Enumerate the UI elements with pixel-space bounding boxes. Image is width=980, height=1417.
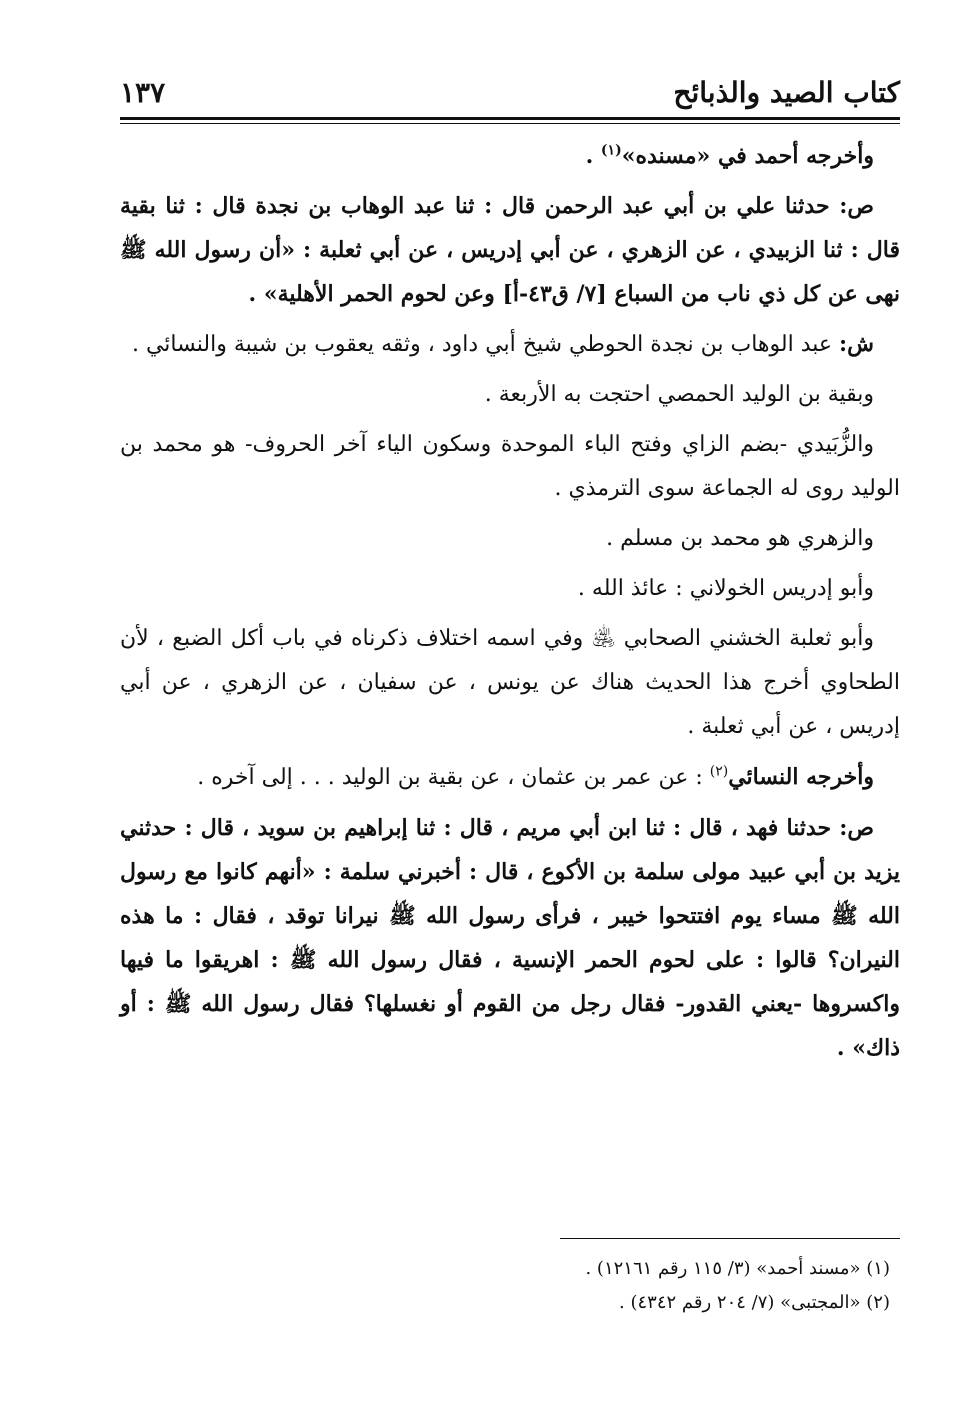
footnotes (120, 1252, 900, 1320)
paragraph (120, 373, 900, 417)
footnote: (١) «مسند أحمد» (٣/ ١١٥ رقم ١٢١٦١) . (585, 1258, 890, 1279)
paragraph-label: ص: (839, 815, 874, 841)
footnote-reference[interactable]: (١) (600, 142, 622, 159)
paragraph-label: ش: (839, 331, 874, 357)
paragraph-text: حدثنا علي بن أبي عبد الرحمن قال : ثنا عبد الوهاب بن نجدة قال : ثنا بقية قال : ثنا الزبيدي ، عن الزهري ، عن أبي إدريس ، عن أبي ثعلبة : «أن رسول الله ﷺ نهى عن كل ذي ناب من السباع [٧/ ق٤٣-أ] وعن لحوم الحمر الأهلية» . (120, 193, 900, 307)
paragraph-tail: . (585, 143, 601, 169)
paragraph (120, 617, 900, 749)
paragraph-text: والزُّبَيدي -بضم الزاي وفتح الباء الموحدة وسكون الياء آخر الحروف- هو محمد بن الوليد روى له الجماعة سوى الترمذي . (120, 432, 900, 501)
paragraph-text: والزهري هو محمد بن مسلم . (606, 526, 874, 551)
footnote-reference[interactable]: (٢) (709, 763, 729, 780)
paragraph-label: وأخرجه النسائي (728, 764, 874, 790)
paragraph-label: ص: (839, 193, 874, 219)
paragraph-text: وأبو ثعلبة الخشني الصحابي ﵁ وفي اسمه اختلاف ذكرناه في باب أكل الضبع ، لأن الطحاوي أخرج هذا الحديث هناك عن يونس ، عن سفيان ، عن الزهري ، عن أبي إدريس ، عن أبي ثعلبة . (120, 626, 900, 739)
main-text (120, 134, 900, 1076)
paragraph-text: حدثنا فهد ، قال : ثنا ابن أبي مريم ، قال : ثنا إبراهيم بن سويد ، قال : حدثني يزيد بن أبي عبيد مولى سلمة بن الأكوع ، قال : أخبرني سلمة : «أنهم كانوا مع رسول الله ﷺ مساء يوم افتتحوا خيبر ، فرأى رسول الله ﷺ نيرانا توقد ، فقال : ما هذه النيران؟ قالوا : على لحوم الحمر الإنسية ، فقال رسول الله ﷺ : اهريقوا ما فيها واكسروها -يعني القدور- فقال رجل من القوم أو نغسلها؟ فقال رسول الله ﷺ : أو ذاك» . (120, 815, 900, 1061)
paragraph (120, 567, 900, 611)
page-header (120, 70, 900, 116)
page-number: ١٣٧ (120, 76, 166, 109)
paragraph (120, 423, 900, 511)
paragraph (120, 184, 900, 316)
paragraph (120, 806, 900, 1070)
running-title: كتاب الصيد والذبائح (673, 76, 900, 109)
paragraph-text: وأخرجه أحمد في «مسنده» (621, 143, 874, 169)
paragraph (120, 517, 900, 561)
paragraph-text: عبد الوهاب بن نجدة الحوطي شيخ أبي داود ، وثقه يعقوب بن شيبة والنسائي . (131, 332, 840, 357)
footnote-separator (560, 1238, 900, 1239)
paragraph-tail: : عن عمر بن عثمان ، عن بقية بن الوليد . . . إلى آخره . (197, 765, 710, 790)
header-rule-thin (120, 123, 900, 124)
paragraph-text: وبقية بن الوليد الحمصي احتجت به الأربعة . (484, 382, 874, 407)
paragraph (120, 134, 900, 178)
paragraph (120, 322, 900, 367)
header-rule (120, 117, 900, 120)
paragraph (120, 755, 900, 800)
footnote: (٢) «المجتبى» (٧/ ٢٠٤ رقم ٤٣٤٢) . (619, 1292, 890, 1313)
paragraph-text: وأبو إدريس الخولاني : عائذ الله . (577, 576, 874, 601)
